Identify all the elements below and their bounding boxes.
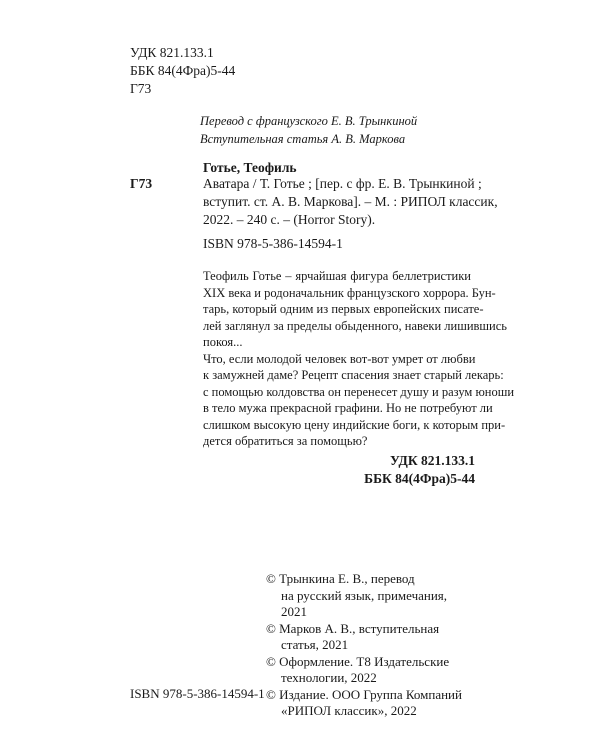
bib-line: Аватара / Т. Готье ; [пер. с фр. Е. В. Трынкиной ; xyxy=(203,176,482,191)
udk-code-bottom: УДК 821.133.1 xyxy=(390,453,475,468)
copyright-line: © Издание. ООО Группа Компаний xyxy=(266,686,462,702)
bib-line: 2022. – 240 с. – (Horror Story). xyxy=(203,212,376,227)
bib-author: Готье, Теофиль xyxy=(203,160,297,175)
classification-block xyxy=(130,44,235,98)
copyright-line: © Трынкина Е. В., перевод xyxy=(266,571,415,586)
copyright-line: 2021 xyxy=(281,604,307,619)
annotation-line: XIX века и родоначальник французского хоррора. Бун- xyxy=(203,285,496,300)
annotation-paragraph-2 xyxy=(203,351,515,450)
credits-block xyxy=(200,112,417,148)
annotation-line: дется обратиться за помощью? xyxy=(203,434,368,448)
copyright-line: © Оформление. Т8 Издательские xyxy=(266,653,450,669)
isbn-bottom: ISBN 978-5-386-14594-1 xyxy=(130,686,265,701)
copyright-line: статья, 2021 xyxy=(281,637,349,652)
annotation-line: с помощью колдовства он перенесет душу и разум юноши xyxy=(203,384,515,399)
copyright-line: на русский язык, примечания, xyxy=(281,587,448,603)
annotation-line: слишком высокую цену индийские боги, к которым при- xyxy=(203,417,506,432)
annotation-line: Что, если молодой человек вот-вот умрет от любви xyxy=(203,351,476,366)
annotation-line: к замужней даме? Рецепт спасения знает старый лекарь: xyxy=(203,368,504,382)
annotation-paragraph-1 xyxy=(203,268,507,351)
annotation-line: покоя... xyxy=(203,335,243,349)
copyright-edition xyxy=(266,687,462,720)
annotation-line: Теофиль Готье – ярчайшая фигура беллетристики xyxy=(203,269,471,283)
author-sign: Г73 xyxy=(130,81,152,96)
annotation-line: лей заглянул за пределы обыденного, навеки лишившись xyxy=(203,318,507,333)
copyright-line: © Марков А. В., вступительная xyxy=(266,620,440,636)
classification-bottom xyxy=(364,452,475,488)
bbk-code: ББК 84(4Фра)5-44 xyxy=(130,63,236,78)
copyright-line: «РИПОЛ классик», 2022 xyxy=(281,703,417,718)
bib-isbn: ISBN 978-5-386-14594-1 xyxy=(203,236,343,251)
translation-credit: Перевод с французского Е. В. Трынкиной xyxy=(200,114,418,128)
annotation-line: в тело мужа прекрасной графини. Но не потребуют ли xyxy=(203,401,493,415)
annotation-line: тарь, который одним из первых европейских писате- xyxy=(203,302,484,316)
bib-line: вступит. ст. А. В. Маркова]. – М. : РИПОЛ классик, xyxy=(203,194,498,209)
copyright-block xyxy=(266,571,462,720)
copyright-intro xyxy=(266,621,462,654)
copyright-translation xyxy=(266,571,462,621)
copyright-line: технологии, 2022 xyxy=(281,670,377,685)
bib-author-sign: Г73 xyxy=(130,176,153,191)
bbk-code-bottom: ББК 84(4Фра)5-44 xyxy=(364,471,475,486)
bib-description xyxy=(203,175,498,229)
annotation xyxy=(203,268,515,450)
copyright-design xyxy=(266,654,462,687)
udk-code: УДК 821.133.1 xyxy=(130,45,214,60)
intro-credit: Вступительная статья А. В. Маркова xyxy=(200,132,406,146)
